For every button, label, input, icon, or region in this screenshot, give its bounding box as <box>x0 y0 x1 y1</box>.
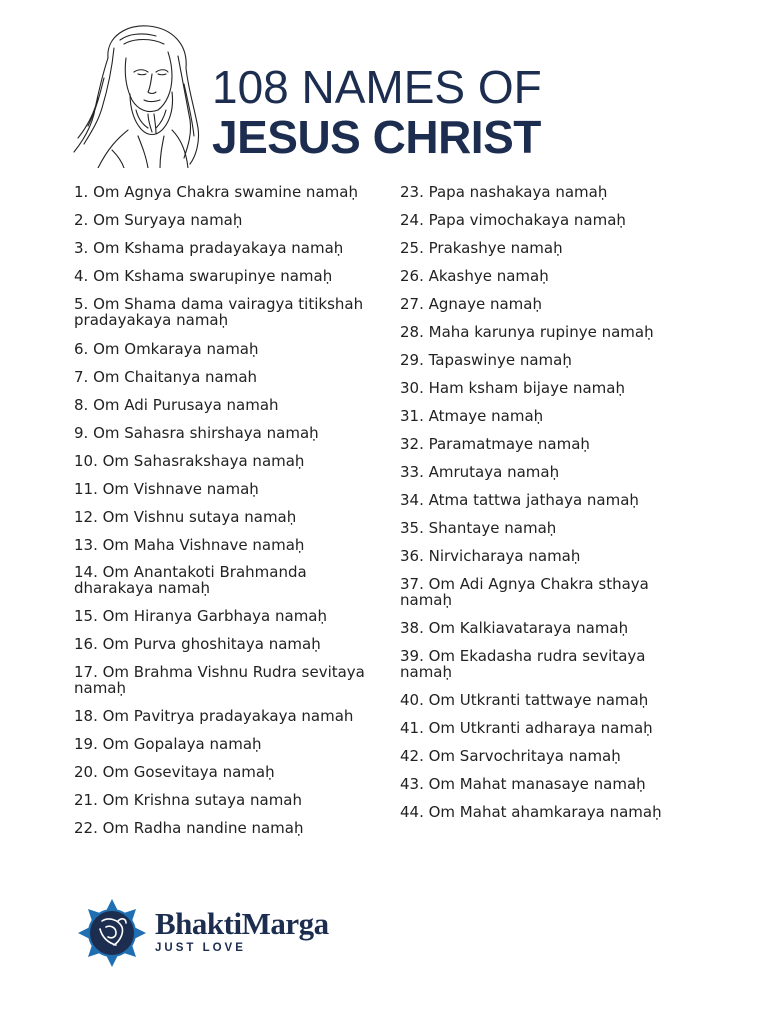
list-item: 9. Om Sahasra shirshaya namaḥ <box>74 424 319 442</box>
list-item: 17. Om Brahma Vishnu Rudra sevitaya namaḥ <box>74 663 365 697</box>
title-line-2: JESUS CHRIST <box>212 111 541 163</box>
list-item: 42. Om Sarvochritaya namaḥ <box>400 747 621 765</box>
list-item: 35. Shantaye namaḥ <box>400 519 557 537</box>
list-item: 20. Om Gosevitaya namaḥ <box>74 763 275 781</box>
list-item: 31. Atmaye namaḥ <box>400 407 544 425</box>
list-item: 10. Om Sahasrakshaya namaḥ <box>74 452 305 470</box>
brand-tagline: JUST LOVE <box>155 942 246 954</box>
list-item: 6. Om Omkaraya namaḥ <box>74 340 259 358</box>
list-item: 16. Om Purva ghoshitaya namaḥ <box>74 635 321 653</box>
jesus-portrait-icon <box>68 18 208 168</box>
list-item: 41. Om Utkranti adharaya namaḥ <box>400 719 653 737</box>
list-item: 26. Akashye namaḥ <box>400 267 549 285</box>
list-item: 24. Papa vimochakaya namaḥ <box>400 211 626 229</box>
list-item: 34. Atma tattwa jathaya namaḥ <box>400 491 639 509</box>
list-item: 19. Om Gopalaya namaḥ <box>74 735 262 753</box>
brand-name: BhaktiMarga <box>155 906 329 941</box>
list-item: 7. Om Chaitanya namah <box>74 368 258 386</box>
list-item: 5. Om Shama dama vairagya titikshah pradayakaya namaḥ <box>74 295 364 329</box>
list-item: 36. Nirvicharaya namaḥ <box>400 547 581 565</box>
list-item: 28. Maha karunya rupinye namaḥ <box>400 323 654 341</box>
list-item: 15. Om Hiranya Garbhaya namaḥ <box>74 607 328 625</box>
list-item: 3. Om Kshama pradayakaya namaḥ <box>74 239 344 257</box>
list-item: 12. Om Vishnu sutaya namaḥ <box>74 508 297 526</box>
list-item: 38. Om Kalkiavataraya namaḥ <box>400 619 629 637</box>
title-line-1: 108 NAMES OF <box>212 61 542 113</box>
list-item: 39. Om Ekadasha rudra sevitaya namaḥ <box>400 647 646 681</box>
list-item: 1. Om Agnya Chakra swamine namaḥ <box>74 183 358 201</box>
list-item: 29. Tapaswinye namaḥ <box>400 351 572 369</box>
list-item: 11. Om Vishnave namaḥ <box>74 480 259 498</box>
list-item: 33. Amrutaya namaḥ <box>400 463 560 481</box>
list-item: 14. Om Anantakoti Brahmanda dharakaya namaḥ <box>74 563 307 597</box>
list-item: 4. Om Kshama swarupinye namaḥ <box>74 267 333 285</box>
list-item: 13. Om Maha Vishnave namaḥ <box>74 536 305 554</box>
brand <box>155 908 329 954</box>
list-item: 23. Papa nashakaya namaḥ <box>400 183 608 201</box>
list-item: 25. Prakashye namaḥ <box>400 239 563 257</box>
list-item: 44. Om Mahat ahamkaraya namaḥ <box>400 803 662 821</box>
list-item: 40. Om Utkranti tattwaye namaḥ <box>400 691 649 709</box>
list-item: 21. Om Krishna sutaya namah <box>74 791 303 809</box>
list-item: 8. Om Adi Purusaya namah <box>74 396 279 414</box>
list-item: 37. Om Adi Agnya Chakra sthaya namaḥ <box>400 575 649 609</box>
list-item: 18. Om Pavitrya pradayakaya namah <box>74 707 354 725</box>
list-item: 43. Om Mahat manasaye namaḥ <box>400 775 646 793</box>
bhaktimarga-logo-icon <box>72 898 152 968</box>
list-item: 27. Agnaye namaḥ <box>400 295 542 313</box>
list-item: 22. Om Radha nandine namaḥ <box>74 819 304 837</box>
page-title <box>212 61 542 163</box>
list-item: 32. Paramatmaye namaḥ <box>400 435 590 453</box>
list-item: 30. Ham ksham bijaye namaḥ <box>400 379 625 397</box>
list-item: 2. Om Suryaya namaḥ <box>74 211 243 229</box>
